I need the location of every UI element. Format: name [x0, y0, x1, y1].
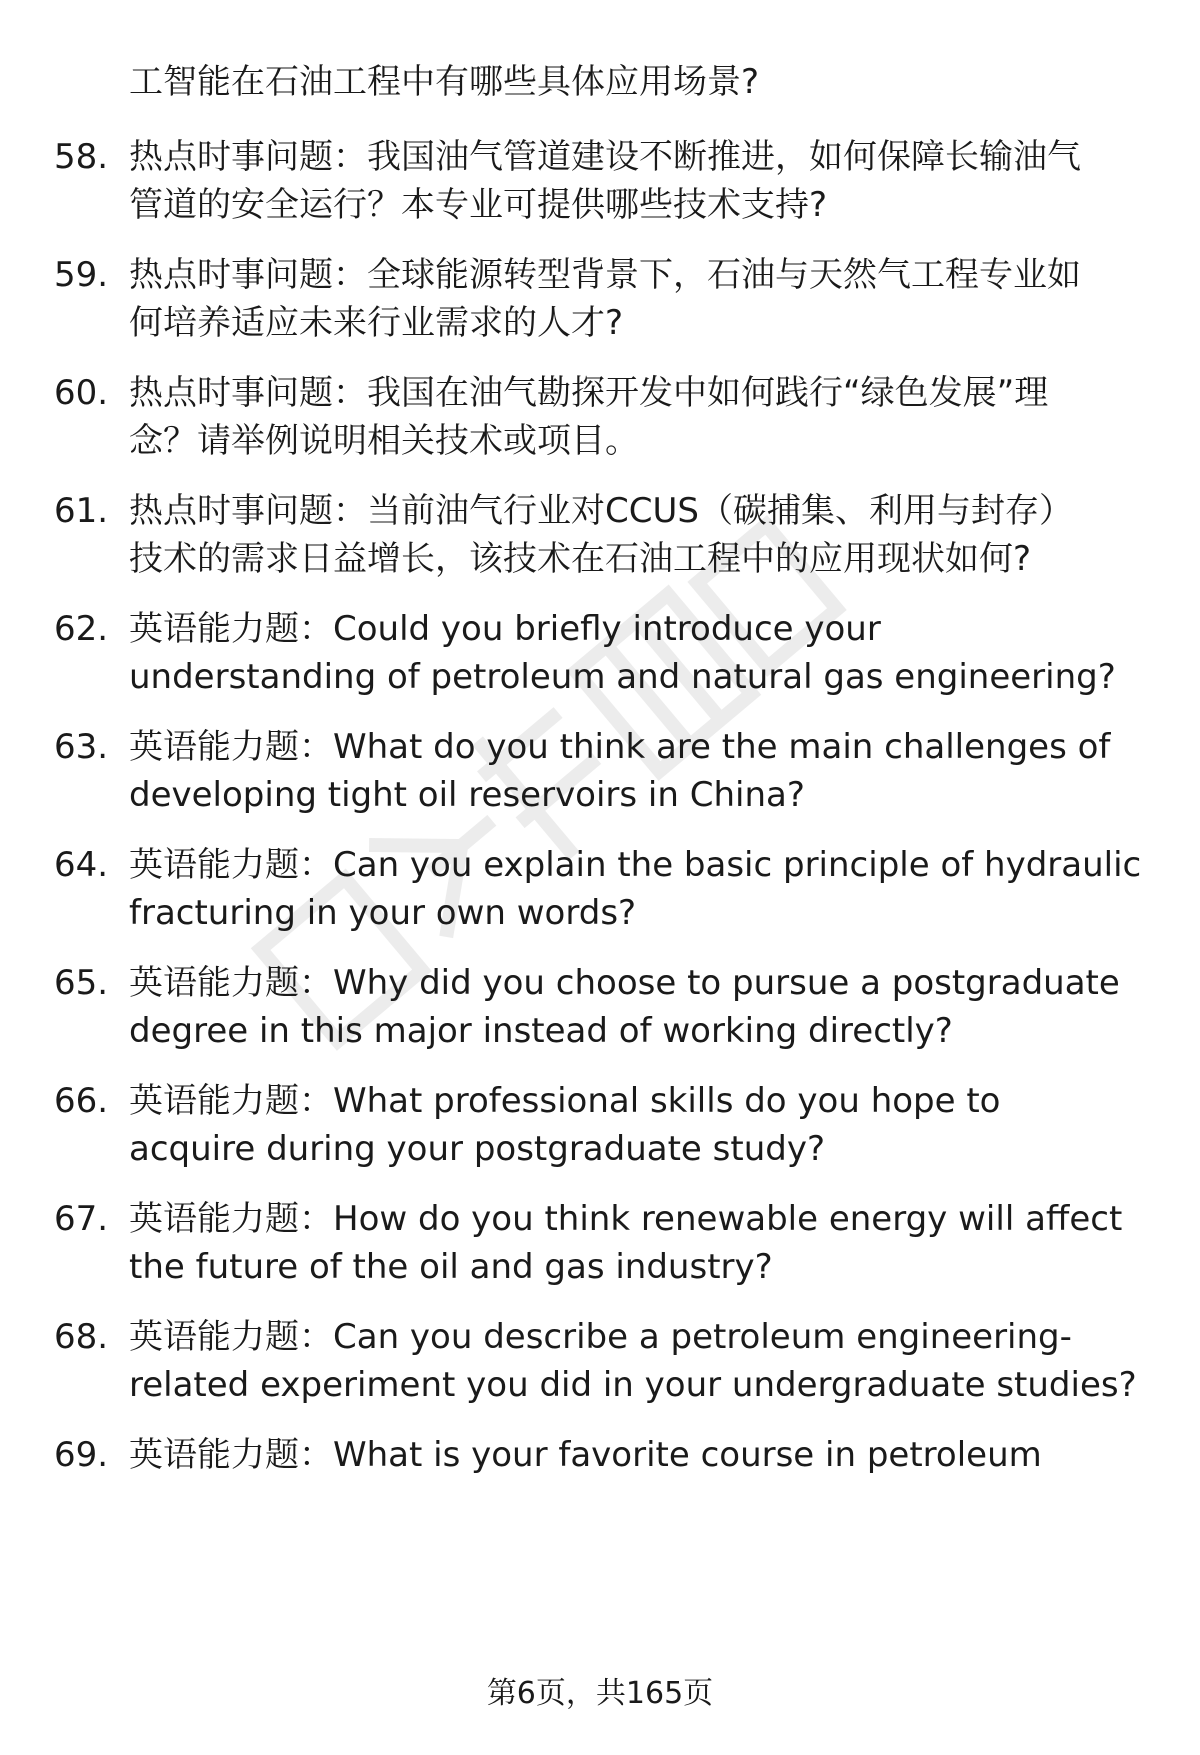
question-text-line: related experiment you did in your undergraduate studies? — [129, 1365, 1137, 1405]
question-number: 63. — [54, 727, 109, 767]
question-text-line: 英语能力题：Why did you choose to pursue a postgraduate — [129, 963, 1120, 1003]
question-number: 59. — [54, 255, 109, 295]
question-number: 67. — [54, 1199, 109, 1239]
question-text-line: 技术的需求日益增长，该技术在石油工程中的应用现状如何? — [129, 539, 1032, 579]
question-text-line: 热点时事问题：当前油气行业对CCUS（碳捕集、利用与封存） — [129, 491, 1073, 531]
question-number: 60. — [54, 373, 109, 413]
question-number: 58. — [54, 137, 109, 177]
question-number: 61. — [54, 491, 109, 531]
question-number: 66. — [54, 1081, 109, 1121]
question-text-line: 热点时事问题：全球能源转型背景下，石油与天然气工程专业如 — [129, 255, 1081, 295]
question-text-line: developing tight oil reservoirs in China? — [129, 775, 805, 815]
question-text-line: fracturing in your own words? — [129, 893, 637, 933]
question-text-line: 管道的安全运行？本专业可提供哪些技术支持? — [129, 185, 828, 225]
question-text-line: 英语能力题：What is your favorite course in petroleum — [129, 1435, 1042, 1475]
question-text-line: understanding of petroleum and natural gas engineering? — [129, 657, 1116, 697]
question-text-line: degree in this major instead of working directly? — [129, 1011, 953, 1051]
question-number: 65. — [54, 963, 109, 1003]
page-number-footer: 第6页，共165页 — [486, 1676, 714, 1711]
question-text-line: 英语能力题：What professional skills do you hope to — [129, 1081, 1001, 1121]
question-text-line: 念？请举例说明相关技术或项目。 — [129, 421, 639, 461]
question-text-line: 热点时事问题：我国油气管道建设不断推进，如何保障长输油气 — [129, 137, 1081, 177]
question-text-line: the future of the oil and gas industry? — [129, 1247, 773, 1287]
question-number: 62. — [54, 609, 109, 649]
question-text-line: acquire during your postgraduate study? — [129, 1129, 826, 1169]
question-number: 69. — [54, 1435, 109, 1475]
question-text-line: 英语能力题：What do you think are the main challenges of — [129, 727, 1111, 767]
question-text-line: 英语能力题：Can you describe a petroleum engineering- — [129, 1317, 1072, 1357]
question-text-line: 英语能力题：Can you explain the basic principle of hydraulic — [129, 845, 1142, 885]
question-text-line: 英语能力题：How do you think renewable energy will affect — [129, 1199, 1123, 1239]
continued-question-text: 工智能在石油工程中有哪些具体应用场景? — [129, 62, 760, 102]
question-text-line: 何培养适应未来行业需求的人才? — [129, 303, 624, 343]
question-text-line: 英语能力题：Could you briefly introduce your — [129, 609, 881, 649]
question-text-line: 热点时事问题：我国在油气勘探开发中如何践行“绿色发展”理 — [129, 373, 1049, 413]
question-number: 68. — [54, 1317, 109, 1357]
question-number: 64. — [54, 845, 109, 885]
